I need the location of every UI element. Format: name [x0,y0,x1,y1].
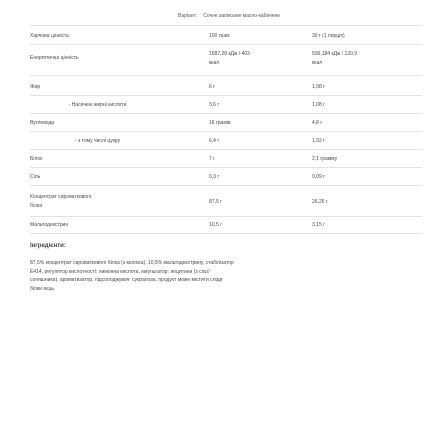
ingredients-line: 87,5% концентрат сироваткового білка (з молока), 10,5% мальтодекстрину, стабілізатор [30,260,234,266]
row-per100: 87,5 г [209,199,222,205]
row-serving: 2,1 грамму [312,156,338,162]
row-serving-line2: ккал [312,60,323,66]
row-serving: 1,98 г [312,84,325,90]
row-label: Сіль [30,174,41,180]
row-per100: 6,4 г [209,138,220,144]
row-per100-line2: ккал [209,60,220,66]
divider [30,185,422,186]
row-serving-line1: 506,184 кДж / 120,9 [312,51,358,57]
row-serving: 0,09 г [312,174,325,180]
ingredients-text [30,259,422,293]
row-label: - Насичені жирні кислоти [68,102,127,108]
divider [30,44,422,45]
divider [30,113,422,114]
row-per100: 16 грамів [209,120,231,126]
row-serving: 1,92 г [312,138,325,144]
row-per100 [209,51,329,66]
row-label-line1: Концентрат сироваткового [30,194,92,200]
variant-label: Варіант: [178,13,198,19]
row-label: Мальтодекстрин [30,222,69,228]
row-label [30,194,165,209]
divider [30,75,422,76]
variant-value: Сочне запікоане масно-кабачене [203,13,281,19]
row-label: Енергетична цінність [30,55,79,61]
nutrition-title: Харчова цінність: [30,33,71,39]
divider [30,167,422,168]
row-label: Білок [30,156,43,162]
row-per100: 3,6 г [209,102,220,108]
row-label: Жир [30,84,41,90]
ingredients-line: соняшника), ароматизатор, підсолоджувач: сукралоза, продукт може містити сліди [30,277,223,283]
ingredients-line: білки яєць [30,285,54,292]
divider [30,25,422,26]
per100-header: 100 грам [209,33,230,39]
row-serving: 26,25 г [312,199,328,205]
ingredients-title: Інгредієнти: [30,243,66,249]
row-per100-line1: 1687,28 кДж / 403 [209,51,250,57]
serving-header: 30 г (1 порція) [312,33,345,39]
row-per100: 10,5 г [209,222,222,228]
divider [30,149,422,150]
row-per100: 0,3 г [209,174,220,180]
row-per100: 6 г [209,84,215,90]
row-per100: 7 г [209,156,215,162]
row-label: Вуглеводи [30,120,55,126]
divider [30,216,422,217]
row-serving [312,51,422,66]
divider [30,95,422,96]
row-serving: 4,8 г [312,120,323,126]
variant-line [178,13,280,19]
divider [30,233,422,234]
row-serving: 1,08 г [312,102,325,108]
row-label: - з тому числі цукру [74,138,121,144]
row-label-line2: білка [30,203,42,209]
divider [30,131,422,132]
row-serving: 3,15 г [312,222,325,228]
ingredients-line: E414, регулятор кислотності: лимонна кислота, емульгатор: лецитини (з соєї/ [30,268,210,275]
